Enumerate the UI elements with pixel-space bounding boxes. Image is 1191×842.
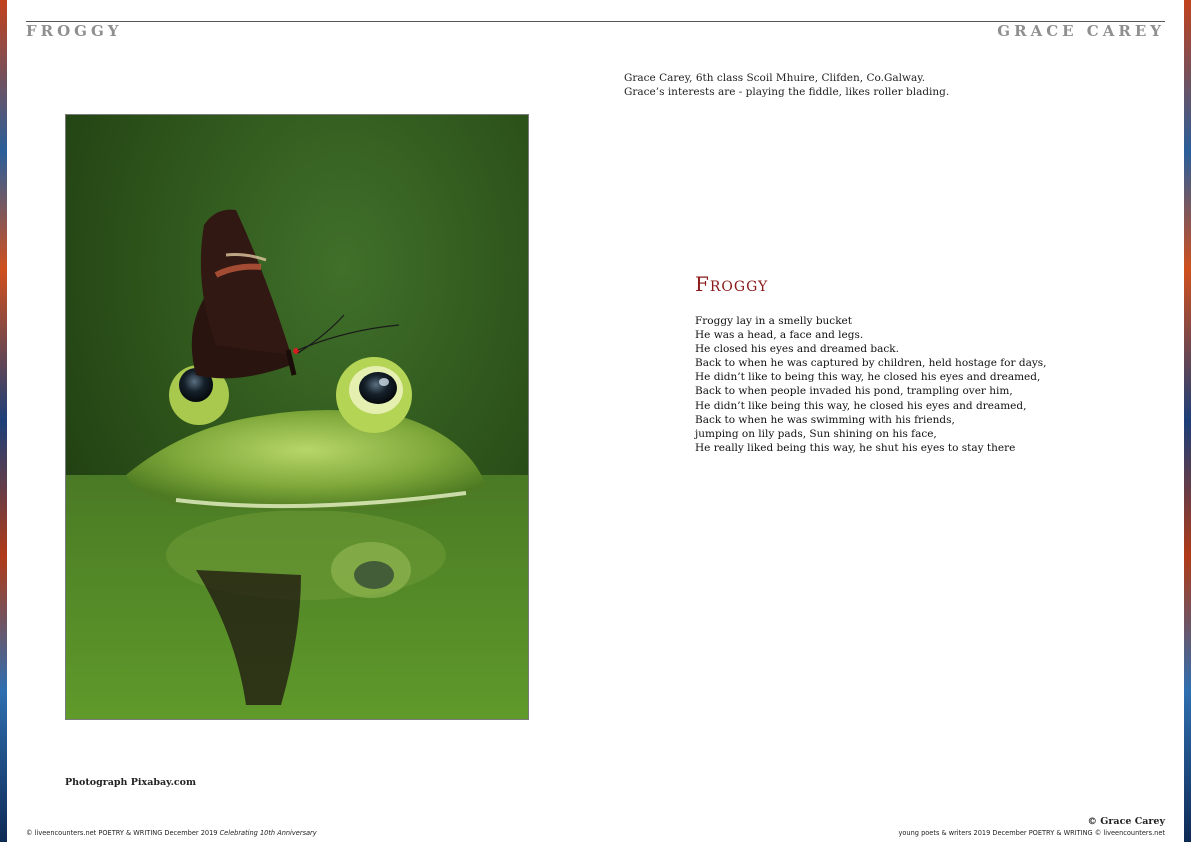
- photo-caption: Photograph Pixabay.com: [65, 777, 197, 788]
- poem-line: He really liked being this way, he shut his eyes to stay there: [695, 441, 1016, 454]
- header-left-title: FROGGY: [26, 22, 123, 40]
- poem-line: jumping on lily pads, Sun shining on his face,: [695, 427, 937, 440]
- footer-left: [26, 829, 317, 837]
- frog-photo: [65, 114, 529, 720]
- poem-title: Froggy: [695, 272, 769, 296]
- footer-left-italic: Celebrating 10th Anniversary: [219, 829, 317, 837]
- poem-line: He closed his eyes and dreamed back.: [695, 343, 899, 356]
- poem-line: He didn’t like to being this way, he closed his eyes and dreamed,: [695, 371, 1041, 384]
- poem-line: He was a head, a face and legs.: [695, 329, 864, 342]
- poem-line: Back to when he was captured by children, held hostage for days,: [695, 357, 1047, 370]
- footer-right: young poets & writers 2019 December POETRY & WRITING © liveencounters.net: [898, 829, 1165, 837]
- poem-line: Back to when he was swimming with his friends,: [695, 413, 955, 426]
- right-page-edge: [1184, 0, 1191, 842]
- bio-line: Grace Carey, 6th class Scoil Mhuire, Clifden, Co.Galway.: [624, 72, 926, 84]
- frog-with-butterfly-icon: [66, 115, 528, 719]
- author-bio: [624, 71, 949, 99]
- footer-left-text: © liveencounters.net POETRY & WRITING December 2019: [26, 829, 220, 837]
- poem-line: He didn’t like being this way, he closed his eyes and dreamed,: [695, 399, 1027, 412]
- header-right-title: GRACE CAREY: [997, 22, 1165, 40]
- copyright-notice: © Grace Carey: [1087, 816, 1165, 827]
- poem-body: [695, 314, 1047, 455]
- header-rule: [26, 21, 1165, 22]
- bio-line: Grace’s interests are - playing the fiddle, likes roller blading.: [624, 86, 950, 98]
- magazine-spread: [7, 0, 1184, 842]
- poem-line: Back to when people invaded his pond, trampling over him,: [695, 385, 1013, 398]
- poem-line: Froggy lay in a smelly bucket: [695, 315, 852, 327]
- left-page-edge: [0, 0, 7, 842]
